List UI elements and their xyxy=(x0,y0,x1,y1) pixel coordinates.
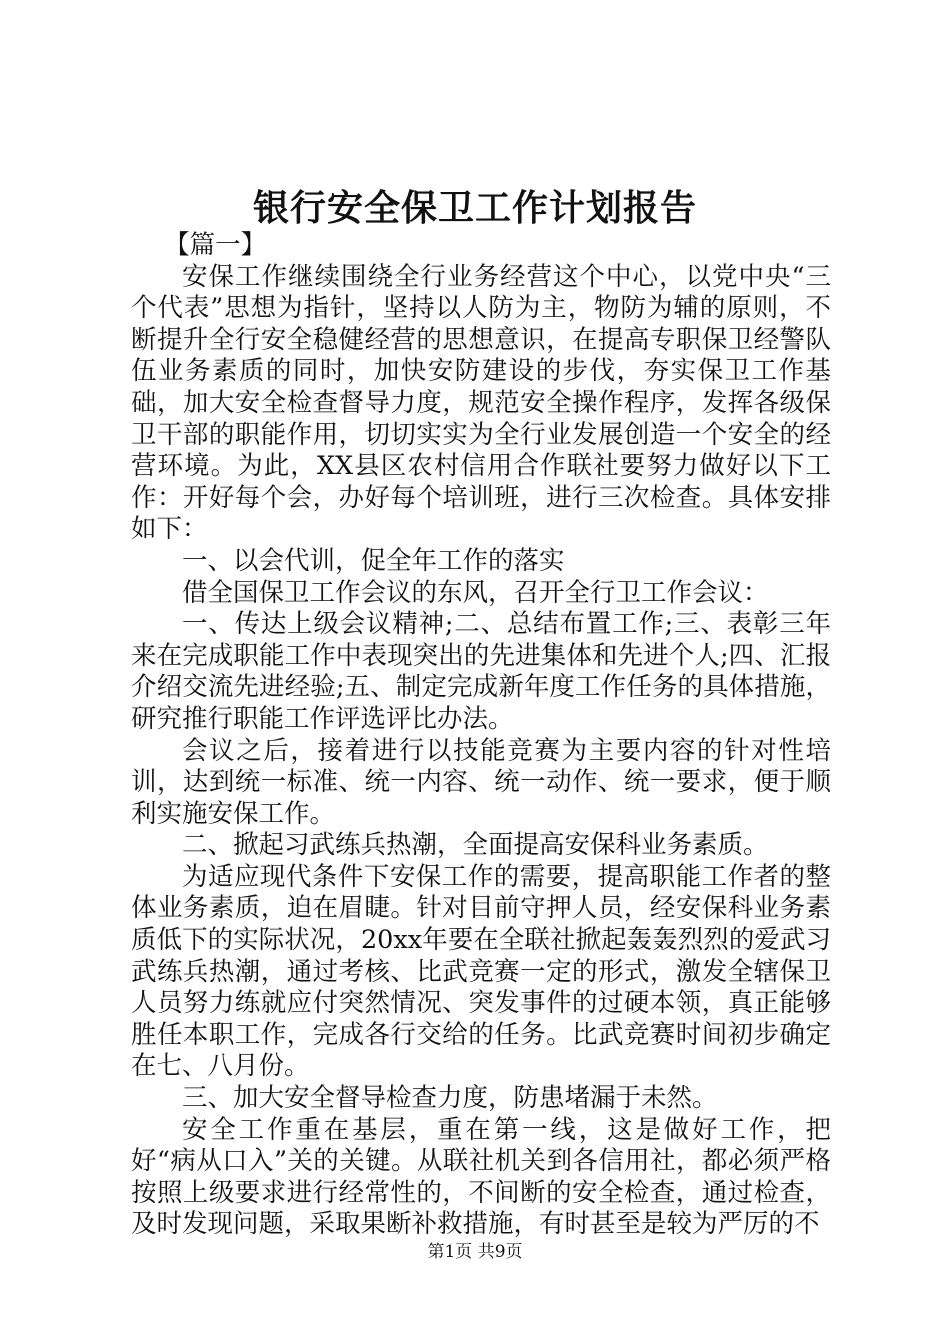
paragraph-training: 会议之后，接着进行以技能竞赛为主要内容的针对性培训，达到统一标准、统一内容、统一动作、统一要求，便于顺利实施安保工作。 xyxy=(131,735,831,829)
section-label: 【篇一】 xyxy=(164,230,267,260)
heading-2: 二、掀起习武练兵热潮，全面提高安保科业务素质。 xyxy=(182,830,769,861)
document-title: 银行安全保卫工作计划报告 xyxy=(252,187,697,229)
page-footer: 第1页 共9页 xyxy=(427,1242,523,1262)
heading-1: 一、以会代训，促全年工作的落实 xyxy=(182,545,565,576)
paragraph-inspection: 安全工作重在基层，重在第一线，这是做好工作，把好“病从口入”关的关键。从联社机关到各信用社，都必须严格按照上级要求进行经常性的，不间断的安全检查，通过检查，及时发现问题，采取果断补救措施，有时甚至是较为严厉的不 xyxy=(131,1114,831,1240)
paragraph-drill: 为适应现代条件下安保工作的需要，提高职能工作者的整体业务素质，迫在眉睫。针对目前守押人员，经安保科业务素质低下的实际状况，20xx年要在全联社掀起轰轰烈烈的爱武习武练兵热潮，通过考核、比武竞赛一定的形式，激发全辖保卫人员努力练就应付突然情况、突发事件的过硬本领，真正能够胜任本职工作，完成各行交给的任务。比武竞赛时间初步确定在七、八月份。 xyxy=(131,861,831,1082)
paragraph-intro: 安保工作继续围绕全行业务经营这个中心，以党中央“三个代表”思想为指针，坚持以人防为主，物防为辅的原则，不断提升全行安全稳健经营的思想意识，在提高专职保卫经警队伍业务素质的同时，加快安防建设的步伐，夯实保卫工作基础，加大安全检查督导力度，规范安全操作程序，发挥各级保卫干部的职能作用，切切实实为全行业发展创造一个安全的经营环境。为此，XX县区农村信用合作联社要努力做好以下工作：开好每个会，办好每个培训班，进行三次检查。具体安排如下： xyxy=(131,261,831,545)
paragraph-meeting: 借全国保卫工作会议的东风，召开全行卫工作会议： xyxy=(182,577,769,608)
document-body xyxy=(131,230,831,1241)
heading-3: 三、加大安全督导检查力度，防患堵漏于未然。 xyxy=(182,1083,718,1114)
paragraph-meeting-items: 一、传达上级会议精神;二、总结布置工作;三、表彰三年来在完成职能工作中表现突出的先进集体和先进个人;四、汇报介绍交流先进经验;五、制定完成新年度工作任务的具体措施，研究推行职能工作评选评比办法。 xyxy=(131,609,831,734)
